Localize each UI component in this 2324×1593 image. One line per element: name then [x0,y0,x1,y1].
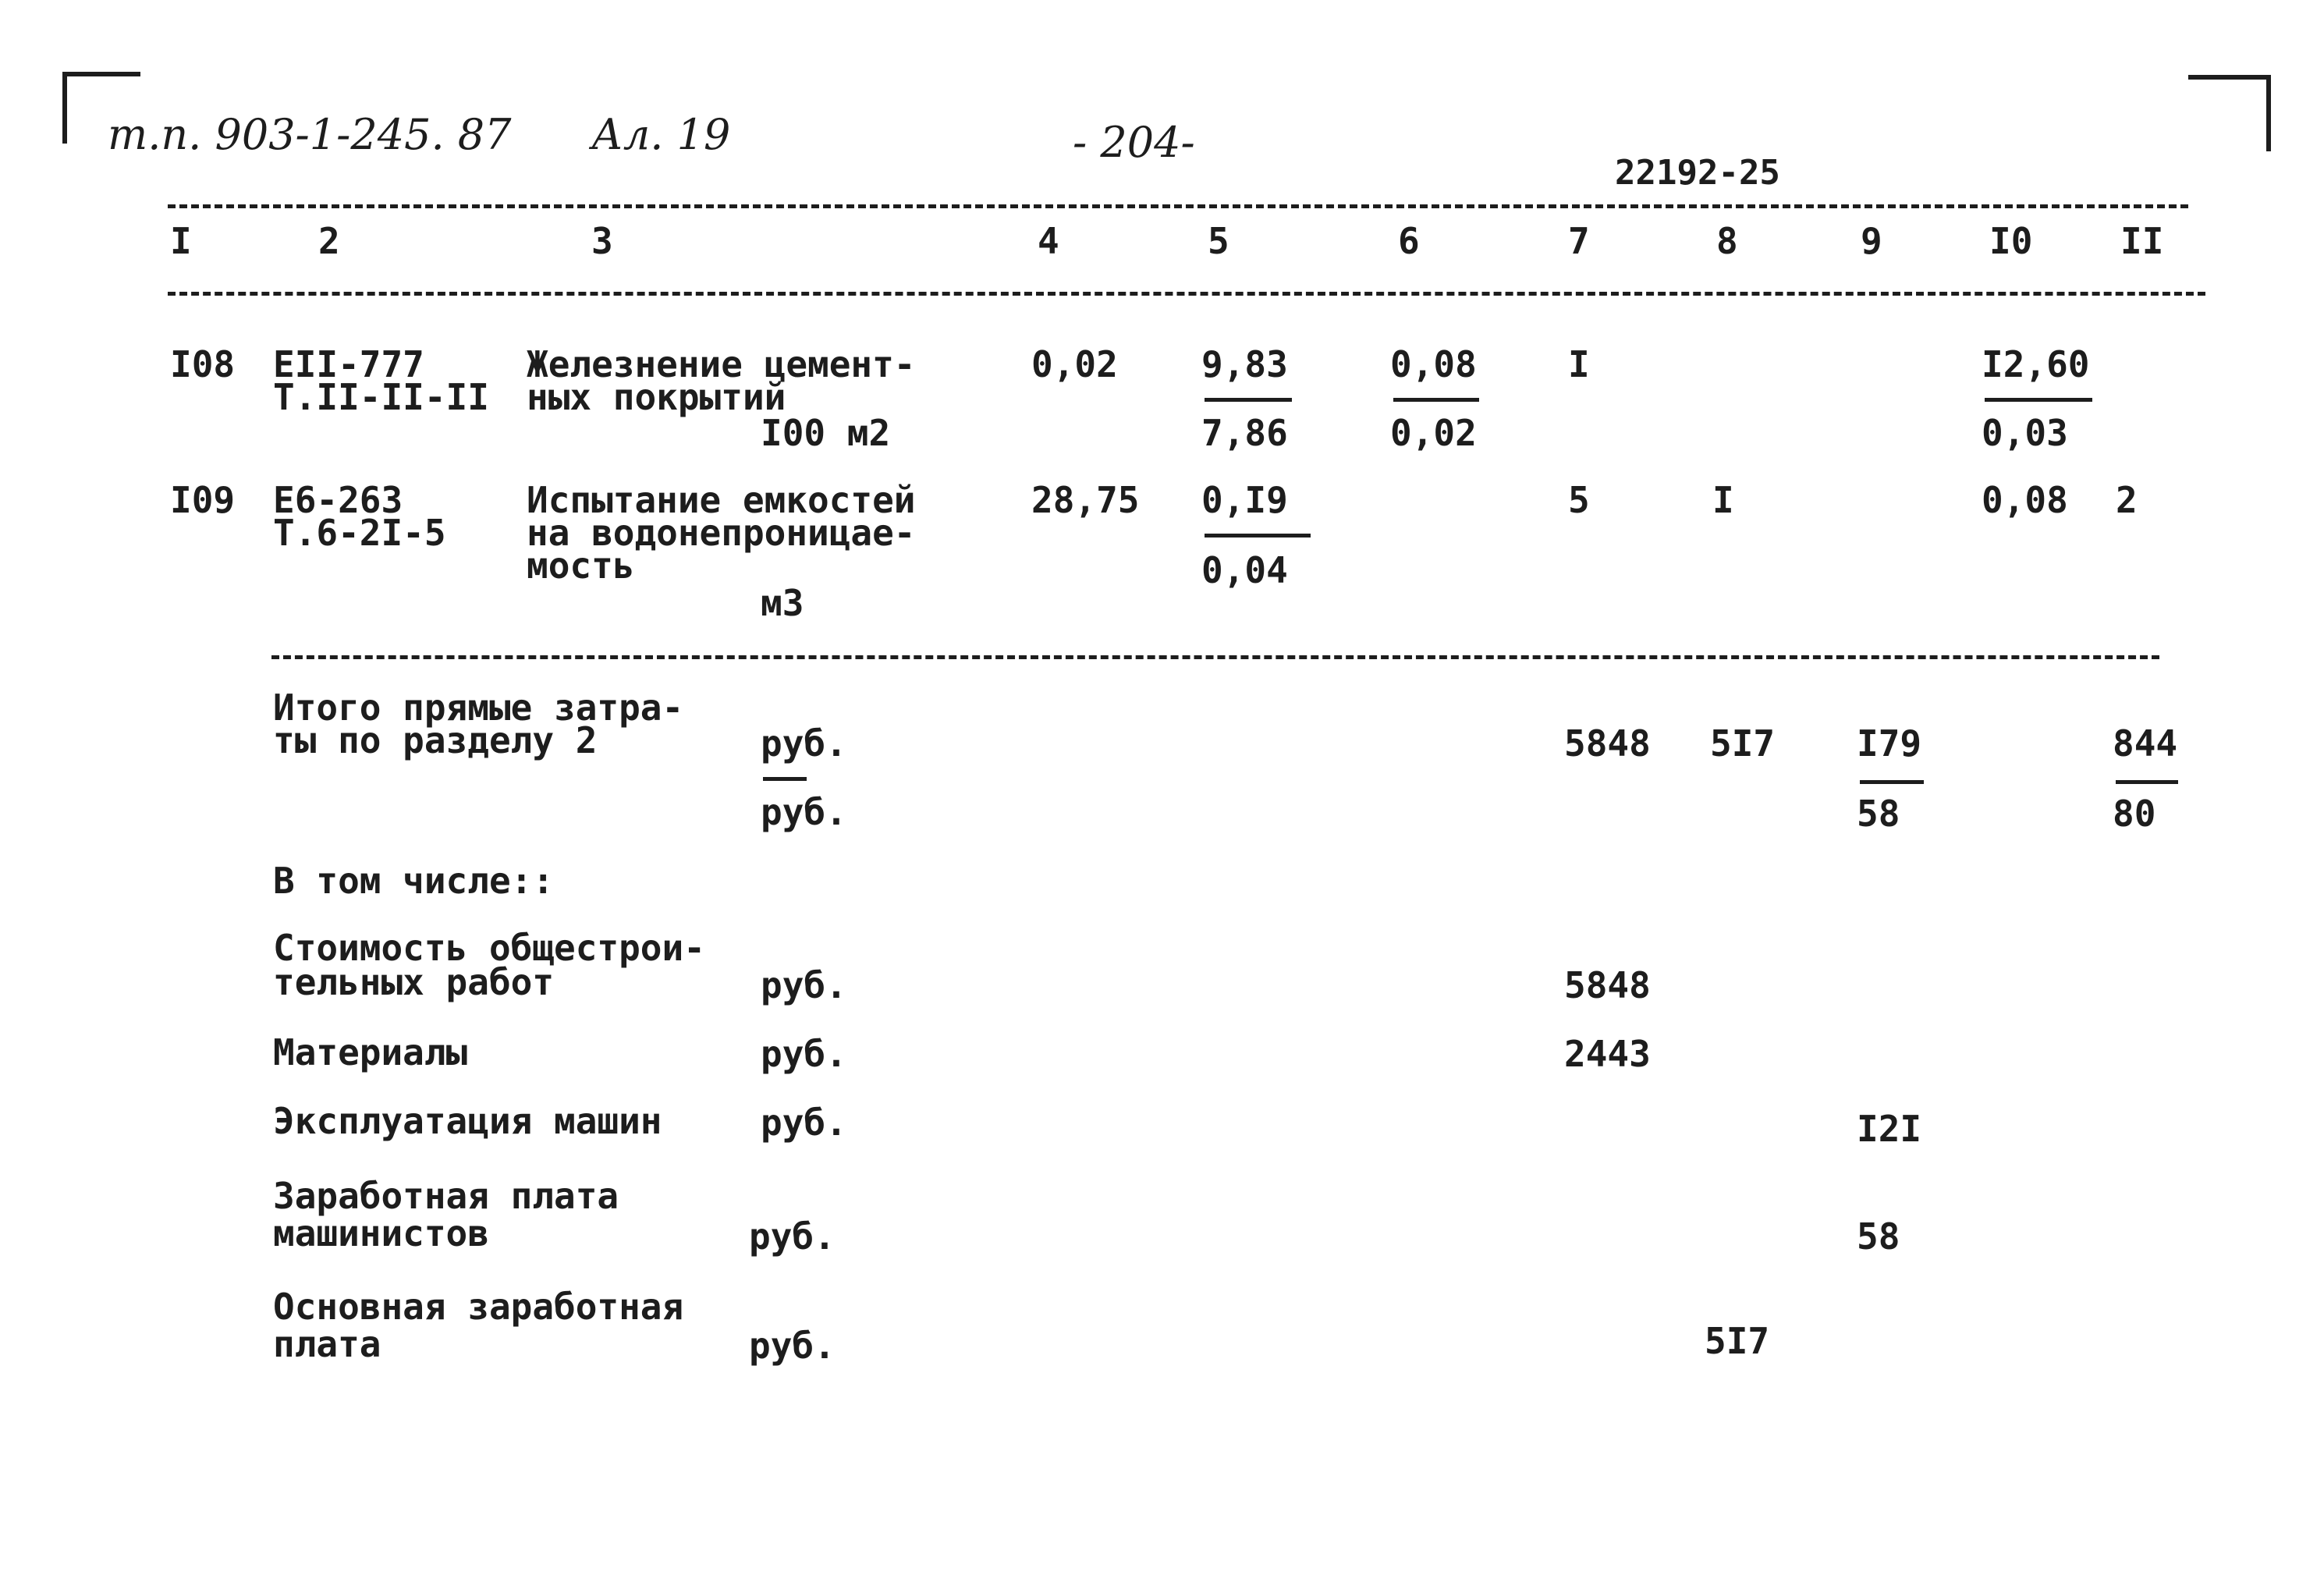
total-col9-bottom: 58 [1857,793,1900,835]
column-header: 4 [1038,220,1059,262]
total-col11-bottom: 80 [2113,793,2156,835]
norm-code: ЕII-777 [273,343,424,385]
unit-of-measure: м3 [761,582,804,624]
work-name: Железнение цемент- [527,343,916,385]
item-label: плата [273,1323,381,1365]
header-bottom-rule [168,292,2205,296]
unit-cost-top: 9,83 [1201,343,1288,385]
total-col7: 5848 [1564,722,1651,765]
column-header: I [170,220,192,262]
row-number: I08 [170,343,236,385]
row-number: I09 [170,479,236,521]
item-label: Эксплуатация машин [273,1100,662,1142]
quantity: 0,02 [1031,343,1118,385]
norm-table-ref: Т.II-II-II [273,376,489,418]
unit-cost-bottom: 7,86 [1201,412,1288,454]
item-unit: руб. [761,1033,847,1075]
col6-bottom: 0,02 [1390,412,1477,454]
item-value: 2443 [1564,1033,1651,1075]
quantity: 28,75 [1031,479,1140,521]
work-name: ных покрытий [527,376,786,418]
section-divider [271,655,2159,659]
fraction-line [1393,398,1479,402]
column-header: 5 [1208,220,1229,262]
unit-cost-top: 0,I9 [1201,479,1288,521]
col10-top: I2,60 [1982,343,2090,385]
item-label: тельных работ [273,961,555,1003]
item-value: 58 [1857,1215,1900,1258]
inventory-number: 22192-25 [1615,153,1780,193]
col6-top: 0,08 [1390,343,1477,385]
page-number: - 204- [1073,118,1195,167]
total-col9-top: I79 [1857,722,1922,765]
col7-value: 5 [1568,479,1590,521]
column-header: II [2120,220,2164,262]
col10-bottom: 0,03 [1982,412,2068,454]
column-header: 9 [1861,220,1882,262]
item-unit: руб. [761,964,847,1006]
total-col11-top: 844 [2113,722,2178,765]
item-label: Стоимость общестрои- [273,927,705,969]
document-code: т.п. 903-1-245. 87 [108,110,512,159]
unit-bottom: руб. [761,791,847,833]
header-top-rule [168,204,2188,208]
album-label: Ал. 19 [591,110,731,159]
including-label: В том числе:: [273,860,555,902]
item-value: I2I [1857,1108,1922,1150]
unit-top: руб. [761,722,847,765]
item-unit: руб. [749,1325,836,1367]
fraction-line [1205,534,1311,538]
col10-value: 0,08 [1982,479,2068,521]
item-value: 5I7 [1705,1320,1770,1362]
unit-of-measure: I00 м2 [761,412,891,454]
fraction-line [2116,780,2178,784]
col7-value: I [1568,343,1590,385]
item-unit: руб. [761,1102,847,1144]
column-header: 3 [591,220,613,262]
total-label: ты по разделу 2 [273,719,598,761]
norm-code: Е6-263 [273,479,403,521]
column-header: 2 [318,220,340,262]
column-header: 7 [1568,220,1590,262]
item-label: машинистов [273,1212,489,1254]
work-name: мость [527,545,635,587]
column-header: 8 [1716,220,1738,262]
col11-value: 2 [2116,479,2138,521]
column-header: 6 [1398,220,1420,262]
work-name: Испытание емкостей [527,479,916,521]
fraction-line [763,777,807,781]
fraction-line [1205,398,1292,402]
item-unit: руб. [749,1215,836,1258]
fraction-line [1860,780,1924,784]
total-col8: 5I7 [1710,722,1776,765]
column-header: I0 [1989,220,2033,262]
norm-table-ref: Т.6-2I-5 [273,512,446,554]
item-label: Материалы [273,1031,468,1073]
work-name: на водонепроницае- [527,512,916,554]
item-label: Основная заработная [273,1286,684,1328]
item-value: 5848 [1564,964,1651,1006]
unit-cost-bottom: 0,04 [1201,549,1288,591]
col8-value: I [1712,479,1734,521]
total-label: Итого прямые затра- [273,687,684,729]
fraction-line [1985,398,2092,402]
item-label: Заработная плата [273,1175,619,1217]
